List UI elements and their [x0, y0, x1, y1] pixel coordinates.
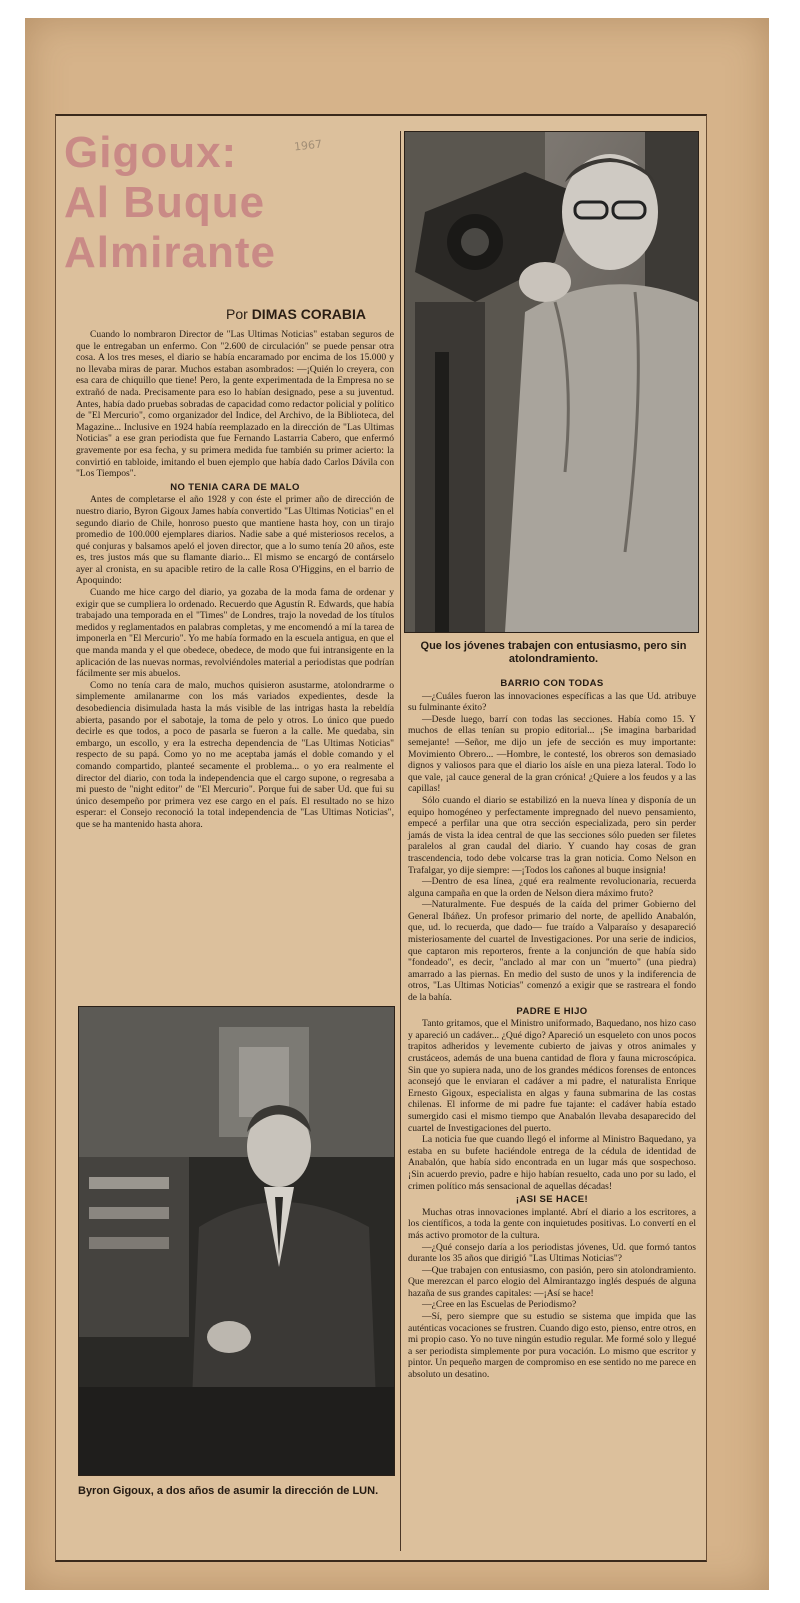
section-subheading: BARRIO CON TODAS	[500, 678, 604, 689]
left-article-column	[76, 329, 394, 831]
photo-man-with-camera	[404, 131, 699, 633]
article-paragraph: —Desde luego, barrí con todas las secciones. Había como 15. Y muchos de ellas tenían su propio editorial... ¡Se imagina barbaridad semejante! —Señor, me dijo un jefe de sección es muy importante: Movimiento Obrero... —Hombre, le contesté, los obreros son demasiado dignos y valiosos para que el diario los aísle en una pieza lateral. Todo lo que vale, ¡al cauce general de la gran crónica! ¿Quiere a los feudos y a las capillas!	[408, 713, 696, 795]
newspaper-clipping	[55, 114, 707, 1562]
headline-line-2: Al Buque	[64, 178, 266, 227]
article-paragraph: —Dentro de esa línea, ¿qué era realmente revolucionaria, recuerda alguna campaña en que la orden de Nelson diera máximo fruto?	[408, 876, 696, 899]
headline-line-1: Gigoux:	[64, 128, 238, 177]
article-paragraph: Cuando me hice cargo del diario, ya gozaba de la moda fama de ordenar y exigir que se cumpliera lo ordenado. Recuerdo que Agustín R. Edwards, que había trabajado una temporada en el "Times" de Londres, trajo la novedad de los títulos medidos y reglamentados en palabras completas, y me encomendó a mí la tarea de imponerla en "El Mercurio". Yo me había formado en la escuela antigua, en que el que manda manda y el que obedece, obedece, de modo que fui intransigente en la aplicación de las nuevas normas, revolviéndoles material a periodistas que podrían fácilmente ser mis abuelos.	[76, 587, 394, 680]
article-paragraph: Cuando lo nombraron Director de "Las Ultimas Noticias" estaban seguros de que le entregaban un enfermo. Con "2.600 de circulación" se puede pensar otra cosa. A los tres meses, el diario se había encaramado por encima de los 15.000 y no llevaba miras de parar. Muchos estaban asombrados: —¡Quién lo creyera, con esa cara de chiquillo que tiene! Pero, la gente experimentada de la Empresa no se extrañó de nada. Precisamente para eso lo habían designado, pese a su juventud. Antes, había dado pruebas sobradas de capacidad como redactor policial y político de "El Mercurio", como organizador del Indice, del Archivo, de la Biblioteca, del Magazine... Inclusive en 1924 había reemplazado en la dirección de "Las Ultimas Noticias" a ese gran periodista que fue Fernando Lastarria Cabero, que enfermó gravemente por esa fecha, y su primera medida fue también su primer acierto: la convirtió en tabloide, imitando el buen ejemplo que había dado Carlos Dávila con "Los Tiempos".	[76, 329, 394, 480]
bottom-photo-caption: Byron Gigoux, a dos años de asumir la dirección de LUN.	[78, 1485, 379, 1497]
section-subheading: PADRE E HIJO	[516, 1005, 588, 1017]
article-paragraph: Antes de completarse el año 1928 y con éste el primer año de dirección de nuestro diario, Byron Gigoux James había convertido "Las Ultimas Noticias" en el segundo diario de Chile, honroso puesto que mantiene hasta hoy, con un tirajo promedio de 100.000 ejemplares diarios. Nadie sabe a qué misteriosos recelos, a qué conjuras y balsamos apeló el joven director, que a lo sumo tenía 20 años, este es, tres justos más que su flamante diario... El mismo se encargó de contárselo ayer al cronista, en su apacible retiro de la calle Rosa O'Higgins, en el barrio de Apoquindo:	[76, 494, 394, 587]
headline-line-3: Almirante	[64, 228, 276, 277]
photo-man-with-camera-image	[405, 132, 698, 632]
byline	[226, 306, 366, 322]
article-paragraph: —¿Cree en las Escuelas de Periodismo?	[422, 1299, 577, 1311]
article-paragraph: —Que trabajen con entusiasmo, con pasión, pero sin atolondramiento. Que merezcan el parco elogio del Almirantazgo inglés después de alguna hazaña de sus grandes capitales: —¡Así se hace!	[408, 1264, 696, 1299]
article-paragraph: —¿Cuáles fueron las innovaciones específicas a las que Ud. atribuye su fulminante éxito?	[408, 690, 696, 714]
article-paragraph: —¿Qué consejo daría a los periodistas jóvenes, Ud. que formó tantos durante los 35 años que dirigió "Las Ultimas Noticias"?	[408, 1241, 696, 1265]
article-paragraph: Como no tenía cara de malo, muchos quisieron asustarme, atolondrarme o simplemente amilanarme con los más variados expedientes, desde la desobediencia disimulada hasta la más visible de las intrigas hasta la rebeldía abierta, pasando por el sabotaje, la toma de pelo y otros. Lo único que puedo decirle es que todos, a poco de pasarla se fueron a la calle. Me quedaba, sin embargo, un escollo, y era la estrecha dependencia de "Las Ultimas Noticias" respecto de su papá. Como yo no me aceptaba jamás el doble comando y el comando compartido, planteé secamente el problema... o yo era realmente el director del diario, con toda la independencia que el cargo supone, o regresaba a mi puesto de "night editor" de "El Mercurio". Porque fui de saber Ud. que fui su único desempeño por primera vez ese cargo en el país. El resultado no se hizo esperar: el Consejo reconoció la total independencia de "Las Ultimas Noticias", que se ha mantenido hasta ahora.	[76, 679, 394, 830]
date-stamp: 1967	[293, 137, 323, 154]
byline-author: DIMAS CORABIA	[251, 306, 367, 322]
column-divider	[400, 131, 401, 1551]
article-paragraph: La noticia fue que cuando llegó el informe al Ministro Baquedano, ya estaba en su bufete haciéndole entrega de la cédula de identidad de Anabalón, que había sido encontrada en un lugar más que sospechoso. ¡Sin acuerdo previo, padre e hijo habían resuelto, cada uno por su lado, el crimen político más sensacional de aquellas décadas!	[408, 1134, 696, 1192]
headline	[64, 128, 394, 278]
article-paragraph: —Sí, pero siempre que su estudio se sistema que impida que las auténticas vocaciones se frustren. Cuando digo esto, pienso, entre otros, en mi propio caso. Yo no tuve ningún estudio regular. Me formé solo y llegué a ser periodista simplemente por pura vocación. Lo mismo que escritor y pintor. Un pequeño margen de compromiso en ese sentido no me parece en absoluto un desatino.	[408, 1311, 696, 1381]
photo-byron-gigoux-portrait-image	[79, 1007, 394, 1475]
article-paragraph: Tanto gritamos, que el Ministro uniformado, Baquedano, nos hizo caso y apareció un cadáver... ¿Qué digo? Apareció un esqueleto con unos pocos trapitos adheridos y levemente cubierto de jaivas y otros animales y crustáceos, además de una buena cantidad de flora y fauna microscópica. Sin que yo supiera nada, uno de los grandes médicos forenses de entonces aconsejó que le enviaran el cadáver a mi padre, el naturalista Enrique Ernesto Gigoux, especialista en algas y fauna submarina de las costas chilenas. El informe de mi padre fue tajante: el cadáver había estado sumergido casi el mismo tiempo que Anabalón llevaba desaparecido del cuartel de Investigaciones del puerto.	[408, 1018, 696, 1134]
byline-prefix: Por	[226, 306, 248, 322]
article-paragraph: Muchas otras innovaciones implanté. Abrí el diario a los escritores, a los científicos, a toda la gente con inquietudes positivas. Lo convertí en el más activo promotor de la cultura.	[408, 1206, 696, 1241]
section-subheading: NO TENIA CARA DE MALO	[170, 481, 300, 493]
top-photo-caption: Que los jóvenes trabajen con entusiasmo, pero sin atolondramiento.	[420, 640, 687, 665]
section-subheading: ¡ASI SE HACE!	[515, 1194, 589, 1206]
right-article-column	[408, 676, 696, 1381]
photo-byron-gigoux-portrait	[78, 1006, 395, 1476]
paper-background	[25, 18, 769, 1590]
article-paragraph: Sólo cuando el diario se estabilizó en la nueva línea y disponía de un equipo homogéneo y perfectamente impregnado del nuevo pensamiento, empecé a perfilar una que otra sección especializada, pero sin perder jamás de vista la idea central de que las secciones sólo pueden ser filetes paralelos al gran caudal del diario. Y cuando hay cosas de gran trascendencia, todo debe volcarse tras la gran noticia. Como Nelson en Trafalgar, yo dije siempre: —¡Todos los cañones al buque insignia!	[408, 794, 696, 876]
article-paragraph: —Naturalmente. Fue después de la caída del primer Gobierno del General Ibáñez. Un profesor primario del norte, de apellido Anabalón, que, ud. lo recuerda, que dado— fue traído a Valparaíso y desapareció misteriosamente del cuartel de Investigaciones. Por una serie de indicios, que captaron mis reporteros, frente a la conjunción de que había sido "fondeado", es decir, "anclado al mar con un "muerto" (una piedra) amarrado a las piernas. En medio del susto de unos y la indiferencia de otros, "Las Ultimas Noticias" comenzó a exigir que se rastreara el fondo de la bahía.	[408, 899, 696, 1004]
